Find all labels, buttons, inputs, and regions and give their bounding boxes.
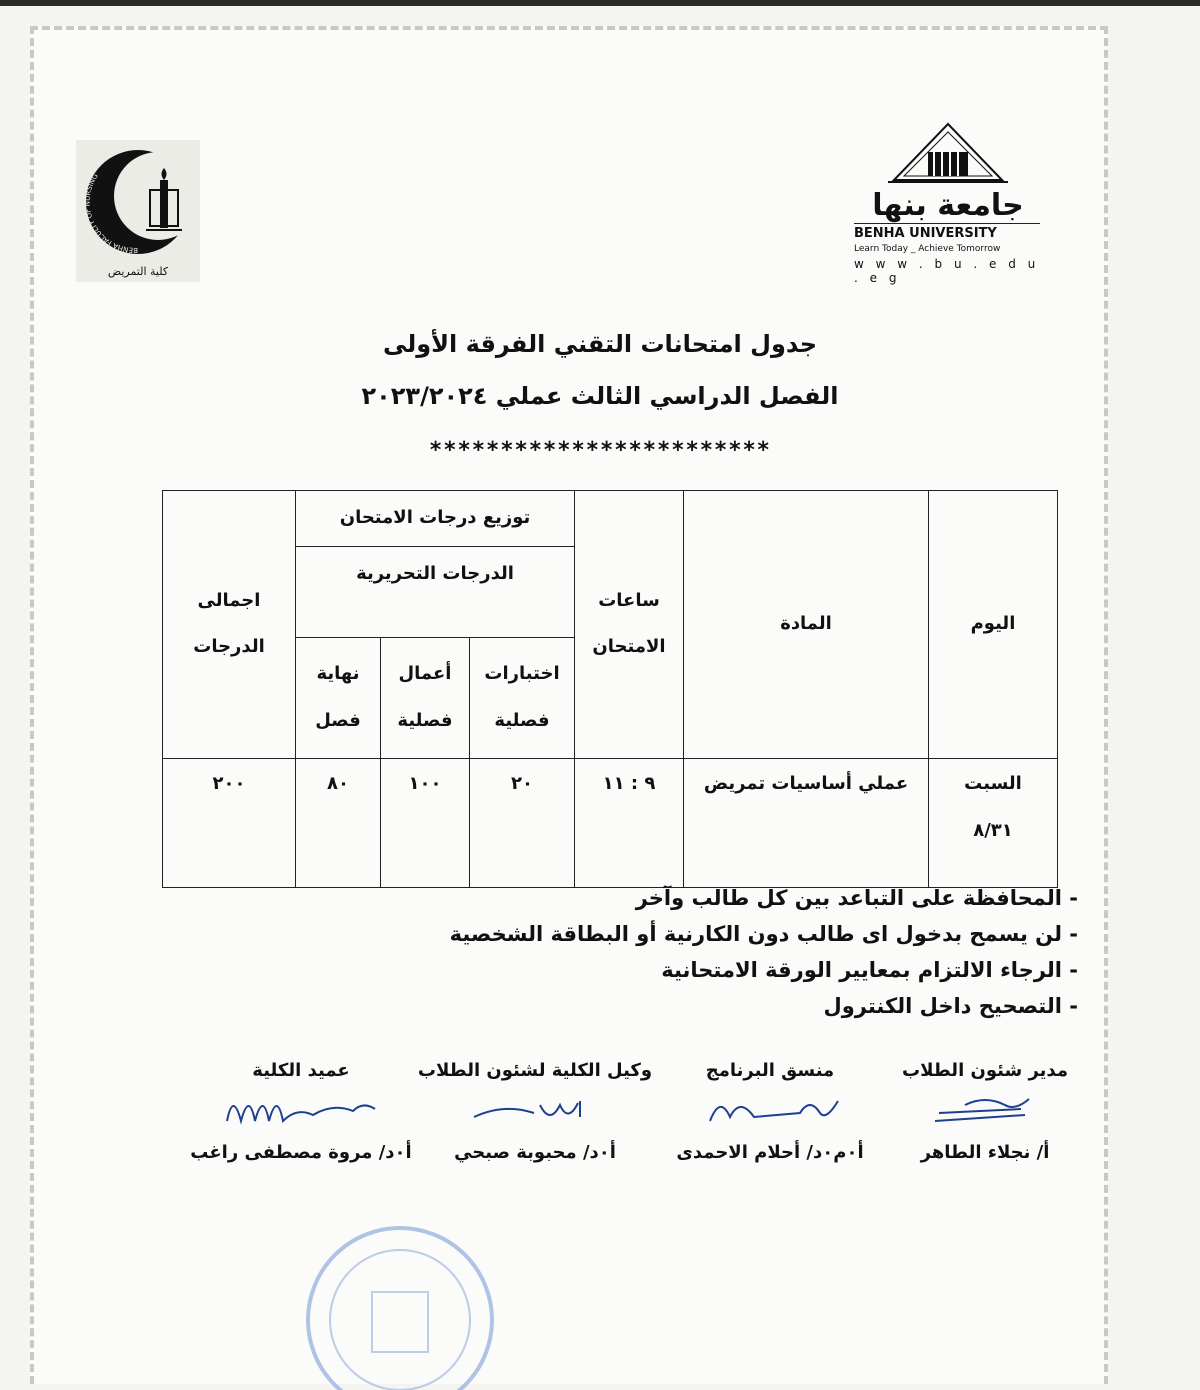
page-title: جدول امتحانات التقني الفرقة الأولى: [382, 330, 818, 358]
signature-scribble-icon: [460, 1091, 610, 1131]
signature-role: منسق البرنامج: [705, 1060, 835, 1081]
signature-role: وكيل الكلية لشئون الطلاب: [417, 1060, 653, 1081]
cell-day-date: ٨/٣١: [973, 819, 1013, 841]
signature-name: أ/ نجلاء الطاهر: [920, 1142, 1050, 1163]
header-subject: [684, 491, 929, 759]
signature-name: أ٠د/ مروة مصطفى راغب: [190, 1142, 412, 1163]
header-total-line2: الدرجات: [193, 636, 265, 658]
signature-scribble-icon: [925, 1091, 1045, 1131]
signature-block-program-coordinator: [660, 1060, 880, 1163]
cell-hours: ٩ : ١١: [575, 758, 684, 887]
crescent-emblem-icon: [76, 140, 200, 260]
instruction-item: - الرجاء الالتزام بمعايير الورقة الامتحانية: [661, 958, 1078, 982]
logo-divider: [854, 223, 1040, 224]
nursing-faculty-logo: [76, 140, 200, 282]
signature-role: مدير شئون الطلاب: [902, 1060, 1068, 1081]
header-final: [296, 637, 381, 758]
table-header-row-1: [163, 491, 1058, 547]
header-coursework-line1: أعمال: [398, 663, 452, 684]
stars-divider: ************************: [429, 438, 771, 463]
header-final-line1: نهاية: [316, 663, 360, 684]
university-name-arabic: جامعة بنها: [872, 188, 1024, 223]
signature-scribble-icon: [690, 1091, 850, 1131]
signature-role: عميد الكلية: [252, 1060, 350, 1081]
university-tagline: Learn Today _ Achieve Tomorrow: [854, 244, 1001, 254]
signature-name: أ٠د/ محبوبة صبحي: [454, 1142, 616, 1163]
header-final-line2: فصل: [315, 709, 361, 731]
header-hours-line2: الامتحان: [592, 636, 666, 658]
nursing-logo-caption: كلية التمريض: [107, 265, 169, 278]
header-distribution: [296, 491, 575, 547]
cell-subject: عملي أساسيات تمريض: [684, 758, 929, 887]
benha-university-logo: [848, 122, 1048, 285]
header-total: [163, 491, 296, 759]
exam-schedule-table: [162, 490, 1058, 888]
cell-final: ٨٠: [296, 758, 381, 887]
instruction-item: - المحافظة على التباعد بين كل طالب وآخر: [635, 886, 1078, 910]
university-building-icon: [848, 122, 1048, 188]
header-coursework: [381, 637, 470, 758]
signature-block-dean: [186, 1060, 416, 1163]
header-hours: [575, 491, 684, 759]
header-subject-label: المادة: [780, 613, 832, 634]
instruction-item: - لن يسمح بدخول اى طالب دون الكارنية أو البطاقة الشخصية: [449, 922, 1078, 946]
header-distribution-label: توزيع درجات الامتحان: [339, 507, 531, 528]
instructions-list: [278, 880, 1078, 1024]
page-subtitle: الفصل الدراسي الثالث عملي ٢٠٢٣/٢٠٢٤: [361, 382, 839, 410]
table-row: [163, 758, 1058, 887]
header-quizzes-line2: فصلية: [494, 709, 550, 731]
cell-day: [929, 758, 1058, 887]
header-hours-line1: ساعات: [598, 589, 660, 611]
signature-block-student-affairs-director: [890, 1060, 1080, 1163]
university-website: w w w . b u . e d u . e g: [854, 257, 1040, 285]
header-quizzes: [470, 637, 575, 758]
cell-quizzes: ٢٠: [470, 758, 575, 887]
instruction-item: - التصحيح داخل الكنترول: [823, 994, 1078, 1018]
header-total-line1: اجمالى: [197, 589, 261, 611]
header-day: [929, 491, 1058, 759]
official-stamp-icon: [290, 1200, 500, 1390]
cell-total: ٢٠٠: [163, 758, 296, 887]
header-quizzes-line1: اختبارات: [484, 663, 560, 684]
header-written: [296, 546, 575, 637]
scan-edge: [0, 0, 1200, 6]
signature-scribble-icon: [211, 1091, 391, 1131]
header-written-label: الدرجات التحريرية: [356, 562, 514, 584]
signature-name: أ٠م٠د/ أحلام الاحمدى: [676, 1142, 864, 1163]
signature-block-vice-dean: [410, 1060, 660, 1163]
header-coursework-line2: فصلية: [397, 709, 453, 731]
cell-coursework: ١٠٠: [381, 758, 470, 887]
nursing-logo-ring-text: BENHA FACULTY OF NURSING: [83, 172, 139, 255]
header-day-label: اليوم: [970, 613, 1016, 634]
cell-day-name: السبت: [964, 772, 1022, 794]
university-name-english: BENHA UNIVERSITY: [854, 226, 997, 241]
